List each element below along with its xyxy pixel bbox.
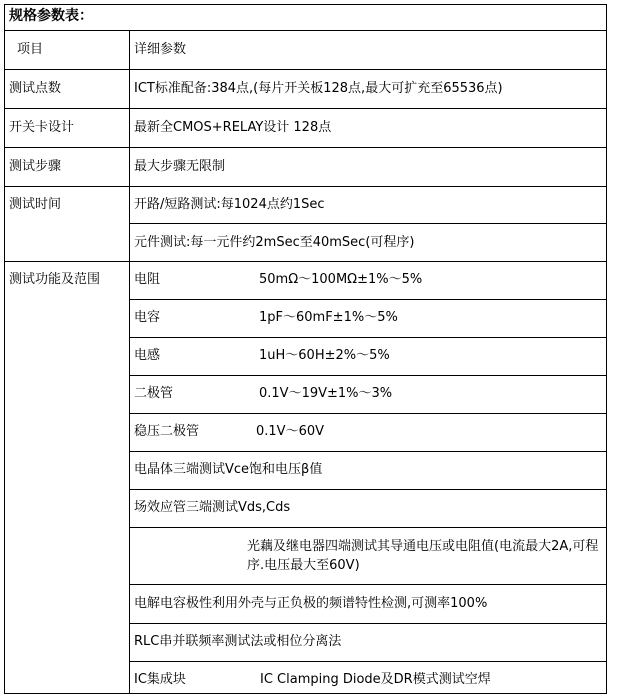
capacitor-name: 电容	[134, 310, 161, 325]
ic-detail: IC Clamping Diode及DR模式测试空焊	[260, 672, 491, 687]
inductor-range: 1uH～60H±2%～5%	[259, 348, 390, 363]
resistor-range: 50mΩ～100MΩ±1%～5%	[259, 272, 423, 287]
steps-label: 测试步骤	[9, 159, 62, 174]
row-divider	[4, 108, 607, 109]
ic-name: IC集成块	[134, 672, 186, 687]
zener-name: 稳压二极管	[134, 424, 200, 439]
row-divider	[129, 223, 607, 224]
switch-card-label: 开关卡设计	[9, 120, 75, 135]
fet-value: 场效应管三端测试Vds,Cds	[134, 500, 291, 515]
capacitor-range: 1pF～60mF±1%～5%	[259, 310, 398, 325]
column-divider	[129, 30, 130, 694]
row-divider	[129, 299, 607, 300]
inductor-name: 电感	[134, 348, 161, 363]
switch-card-value: 最新全CMOS+RELAY设计 128点	[134, 120, 332, 135]
table-border-bottom	[4, 693, 607, 694]
optocoupler-value: 光藕及继电器四端测试其导通电压或电阻值(电流最大2A,可程序.电压最大至60V)	[247, 539, 599, 573]
row-divider	[129, 413, 607, 414]
table-title: 规格参数表：	[9, 8, 93, 24]
row-divider	[4, 261, 607, 262]
row-divider	[4, 186, 607, 187]
header-detail: 详细参数	[134, 42, 187, 57]
functions-label: 测试功能及范围	[9, 272, 101, 287]
row-divider	[129, 623, 607, 624]
row-divider	[4, 30, 607, 31]
row-divider	[129, 375, 607, 376]
points-value: ICT标准配备:384点,(每片开关板128点,最大可扩充至65536点)	[134, 81, 503, 96]
zener-range: 0.1V～60V	[256, 424, 325, 439]
time-component: 元件测试:每一元件约2mSec至40mSec(可程序)	[134, 235, 415, 250]
spec-table	[4, 4, 607, 694]
diode-name: 二极管	[134, 386, 174, 401]
steps-value: 最大步骤无限制	[134, 159, 226, 174]
table-border-top	[4, 4, 607, 5]
diode-range: 0.1V～19V±1%～3%	[259, 386, 393, 401]
row-divider	[129, 489, 607, 490]
row-divider	[4, 147, 607, 148]
rlc-value: RLC串并联频率测试法或相位分离法	[134, 634, 342, 649]
row-divider	[129, 584, 607, 585]
points-label: 测试点数	[9, 81, 62, 96]
row-divider	[129, 451, 607, 452]
electrolytic-value: 电解电容极性利用外壳与正负极的频谱特性检测,可测率100%	[134, 596, 488, 611]
row-divider	[129, 661, 607, 662]
resistor-name: 电阻	[134, 272, 161, 287]
row-divider	[129, 337, 607, 338]
transistor-value: 电晶体三端测试Vce饱和电压β值	[134, 462, 323, 477]
row-divider	[129, 527, 607, 528]
time-label: 测试时间	[9, 197, 62, 212]
row-divider	[4, 69, 607, 70]
time-open-short: 开路/短路测试:每1024点约1Sec	[134, 197, 325, 212]
header-item: 项目	[17, 42, 44, 57]
